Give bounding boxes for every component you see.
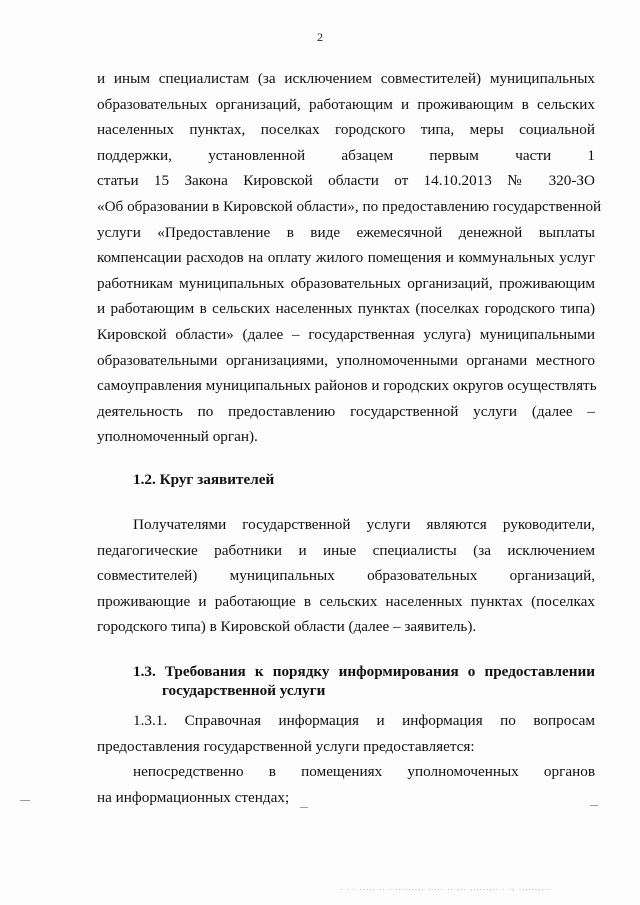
text-line: образовательных организаций, работающим и проживающим в сельских	[97, 95, 595, 113]
text-line: предоставления государственной услуги предоставляется:	[97, 737, 475, 755]
text-line: самоуправления муниципальных районов и городских округов осуществлять	[97, 377, 597, 395]
scan-mark	[300, 807, 308, 808]
scan-mark	[590, 805, 598, 806]
text-line: непосредственно в помещениях уполномоченных органов	[133, 763, 595, 781]
text-line: поддержки, установленной абзацем первым части 1	[97, 146, 595, 164]
heading-text: государственной услуги	[162, 682, 326, 699]
text-line: услуги «Предоставление в виде ежемесячной денежной выплаты	[97, 223, 595, 241]
text-line: 1.3.1. Справочная информация и информация по вопросам	[133, 712, 595, 729]
text-line: Кировской области» (далее – государственная услуга) муниципальными	[97, 325, 595, 343]
text-line: педагогические работники и иные специалисты (за исключением	[97, 541, 595, 559]
heading-text: 1.3. Требования к порядку информирования о предоставлении	[133, 663, 595, 680]
text-line: на информационных стендах;	[97, 788, 290, 806]
text-line: населенных пунктах, поселках городского типа, меры социальной	[97, 121, 595, 139]
text-line: Получателями государственной услуги являются руководители,	[133, 516, 595, 533]
text-line: статьи 15 Закона Кировской области от 14.10.2013 № 320-ЗО	[97, 172, 595, 190]
text-line: деятельность по предоставлению государственной услуги (далее –	[97, 402, 595, 420]
scan-noise: . . . ...,. .. . .......,. ..... .. ,.. ,.,...,.. . ., ..,...,...	[340, 882, 552, 892]
paragraph-intro	[97, 66, 602, 450]
paragraph-information	[97, 708, 595, 810]
scan-mark	[20, 800, 30, 801]
heading-text: 1.2. Круг заявителей	[133, 471, 275, 488]
section-heading-1-3	[133, 662, 595, 700]
text-line: совместителей) муниципальных образовательных организаций,	[97, 567, 595, 585]
page-number: 2	[317, 30, 323, 44]
text-line: «Об образовании в Кировской области», по предоставлению государственной	[97, 197, 602, 215]
paragraph-applicants	[97, 512, 595, 640]
text-line: образовательными организациями, уполномоченными органами местного	[97, 351, 595, 369]
text-line: городского типа) в Кировской области (далее – заявитель).	[97, 618, 477, 636]
text-line: проживающие и работающие в сельских населенных пунктах (поселках	[97, 592, 595, 610]
text-line: работникам муниципальных образовательных организаций, проживающим	[97, 274, 595, 292]
text-line: и работающим в сельских населенных пунктах (поселках городского типа)	[97, 300, 595, 318]
text-line: уполномоченный орган).	[97, 428, 258, 446]
text-line: и иным специалистам (за исключением совместителей) муниципальных	[97, 70, 595, 87]
section-heading-1-2	[133, 470, 274, 489]
text-line: компенсации расходов на оплату жилого помещения и коммунальных услуг	[97, 249, 595, 267]
